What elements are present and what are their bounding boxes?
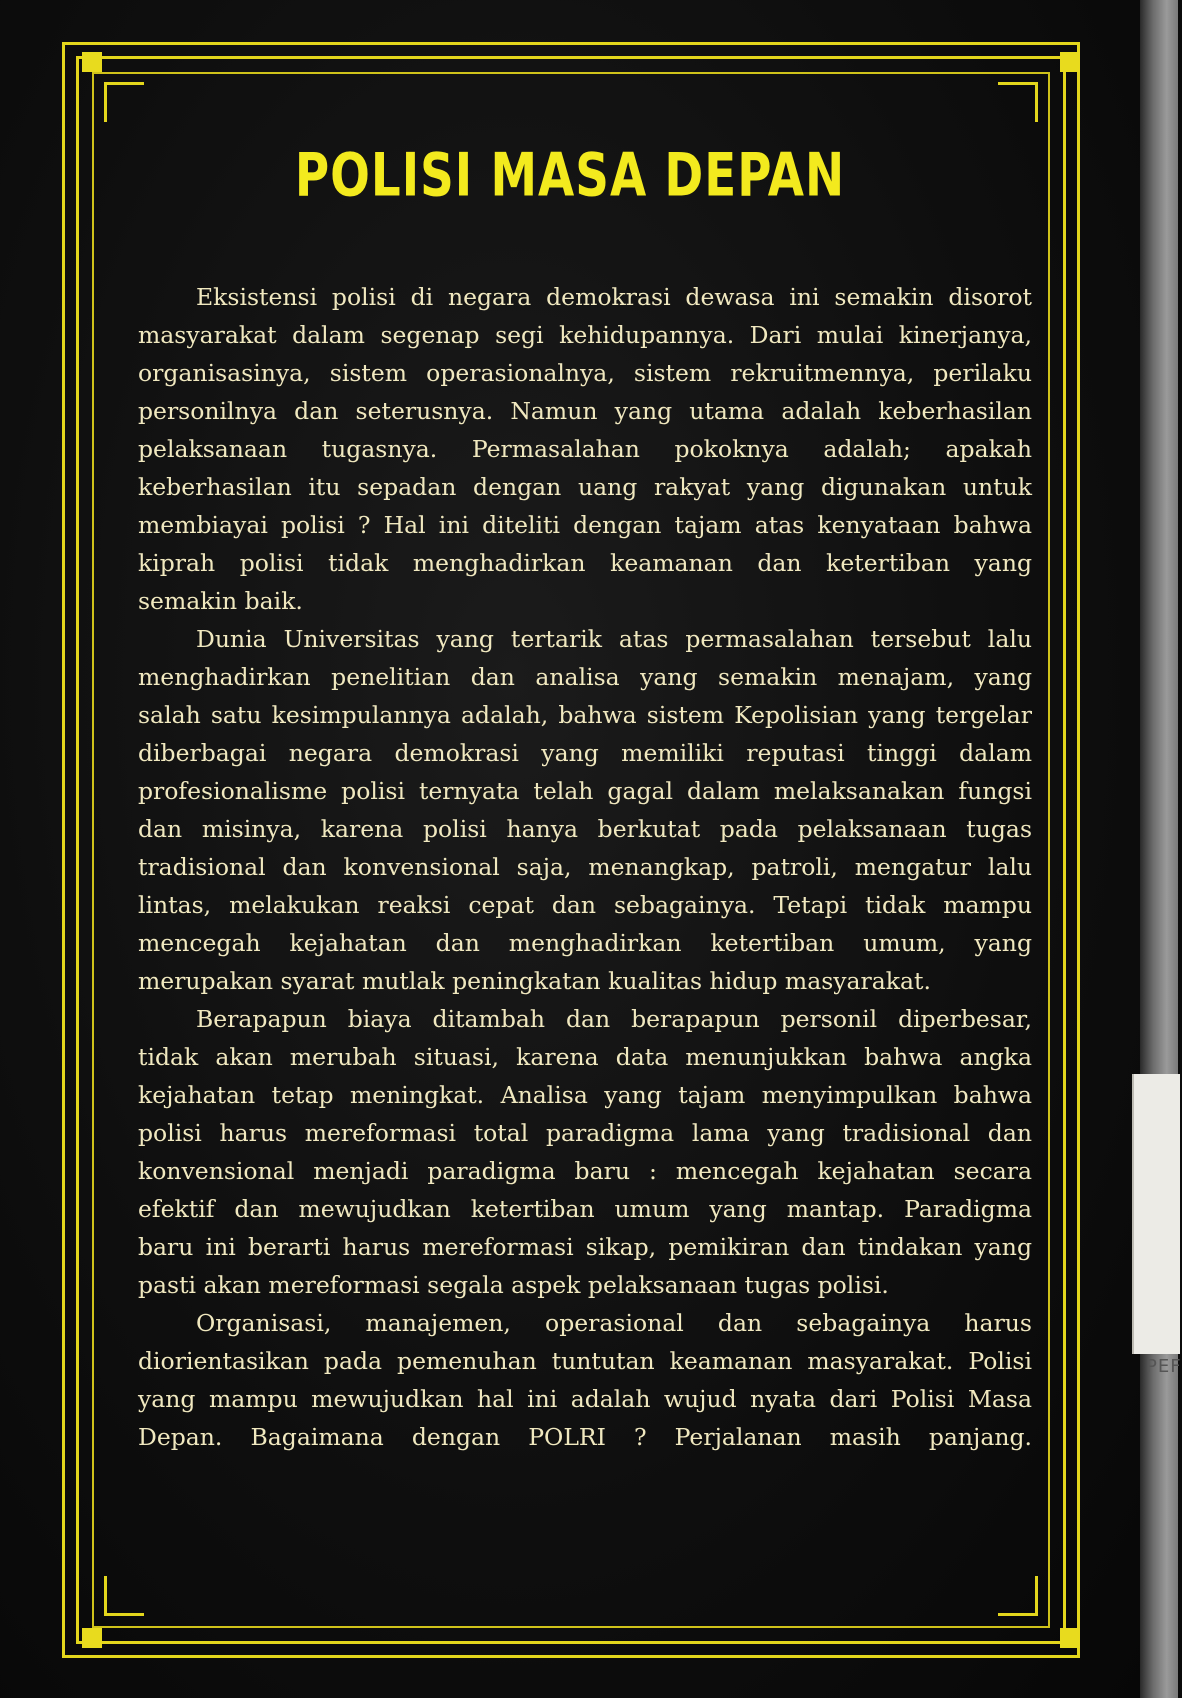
library-spine-label <box>1132 1074 1180 1354</box>
blurb-line: tradisional dan konvensional saja, menangkap, patroli, mengatur lalu <box>138 853 1032 881</box>
blurb-line: kejahatan tetap meningkat. Analisa yang tajam menyimpulkan bahwa <box>138 1081 1032 1109</box>
blurb-line: kiprah polisi tidak menghadirkan keamanan dan ketertiban yang <box>138 549 1032 577</box>
blurb-line: profesionalisme polisi ternyata telah gagal dalam melaksanakan fungsi <box>138 777 1032 805</box>
blurb-line: menghadirkan penelitian dan analisa yang semakin menajam, yang <box>138 663 1032 691</box>
blurb-text <box>138 278 1032 1456</box>
book-title: POLISI MASA DEPAN <box>294 141 846 211</box>
blurb-line: diberbagai negara demokrasi yang memiliki reputasi tinggi dalam <box>138 739 1032 767</box>
blurb-line: Depan. Bagaimana dengan POLRI ? Perjalanan masih panjang. <box>138 1423 1032 1451</box>
blurb-line: semakin baik. <box>138 587 303 615</box>
blurb-line: konvensional menjadi paradigma baru : mencegah kejahatan secara <box>138 1157 1032 1185</box>
blurb-line: merupakan syarat mutlak peningkatan kualitas hidup masyarakat. <box>138 967 931 995</box>
blurb-line: salah satu kesimpulannya adalah, bahwa sistem Kepolisian yang tergelar <box>138 701 1032 729</box>
blurb-line: Dunia Universitas yang tertarik atas permasalahan tersebut lalu <box>196 625 1032 653</box>
blurb-line: organisasinya, sistem operasionalnya, sistem rekruitmennya, perilaku <box>138 359 1032 387</box>
blurb-line: keberhasilan itu sepadan dengan uang rakyat yang digunakan untuk <box>138 473 1032 501</box>
corner-ornament-top-right <box>1060 52 1080 72</box>
corner-step-bottom-left <box>104 1576 144 1616</box>
blurb-line: efektif dan mewujudkan ketertiban umum yang mantap. Paradigma <box>138 1195 1032 1223</box>
blurb-line: dan misinya, karena polisi hanya berkutat pada pelaksanaan tugas <box>138 815 1032 843</box>
corner-ornament-top-left <box>82 52 102 72</box>
blurb-line: Berapapun biaya ditambah dan berapapun personil diperbesar, <box>196 1005 1032 1033</box>
corner-ornament-bottom-left <box>82 1628 102 1648</box>
blurb-line: polisi harus mereformasi total paradigma lama yang tradisional dan <box>138 1119 1032 1147</box>
blurb-line: pelaksanaan tugasnya. Permasalahan pokoknya adalah; apakah <box>138 435 1032 463</box>
blurb-line: lintas, melakukan reaksi cepat dan sebagainya. Tetapi tidak mampu <box>138 891 1032 919</box>
corner-step-bottom-right <box>998 1576 1038 1616</box>
blurb-line: mencegah kejahatan dan menghadirkan ketertiban umum, yang <box>138 929 1032 957</box>
blurb-line: masyarakat dalam segenap segi kehidupannya. Dari mulai kinerjanya, <box>138 321 1032 349</box>
blurb-line: Eksistensi polisi di negara demokrasi dewasa ini semakin disorot <box>196 283 1032 311</box>
blurb-line: pasti akan mereformasi segala aspek pelaksanaan tugas polisi. <box>138 1271 889 1299</box>
blurb-line: diorientasikan pada pemenuhan tuntutan keamanan masyarakat. Polisi <box>138 1347 1032 1375</box>
spine-label-text: PEF <box>1146 1356 1182 1377</box>
corner-step-top-left <box>104 82 144 122</box>
blurb-line: membiayai polisi ? Hal ini diteliti dengan tajam atas kenyataan bahwa <box>138 511 1032 539</box>
corner-step-top-right <box>998 82 1038 122</box>
blurb-line: tidak akan merubah situasi, karena data menunjukkan bahwa angka <box>138 1043 1032 1071</box>
blurb-line: personilnya dan seterusnya. Namun yang utama adalah keberhasilan <box>138 397 1032 425</box>
blurb-line: yang mampu mewujudkan hal ini adalah wujud nyata dari Polisi Masa <box>138 1385 1032 1413</box>
corner-ornament-bottom-right <box>1060 1628 1080 1648</box>
blurb-line: baru ini berarti harus mereformasi sikap, pemikiran dan tindakan yang <box>138 1233 1032 1261</box>
blurb-line: Organisasi, manajemen, operasional dan sebagainya harus <box>196 1309 1032 1337</box>
book-spine <box>1140 0 1178 1698</box>
